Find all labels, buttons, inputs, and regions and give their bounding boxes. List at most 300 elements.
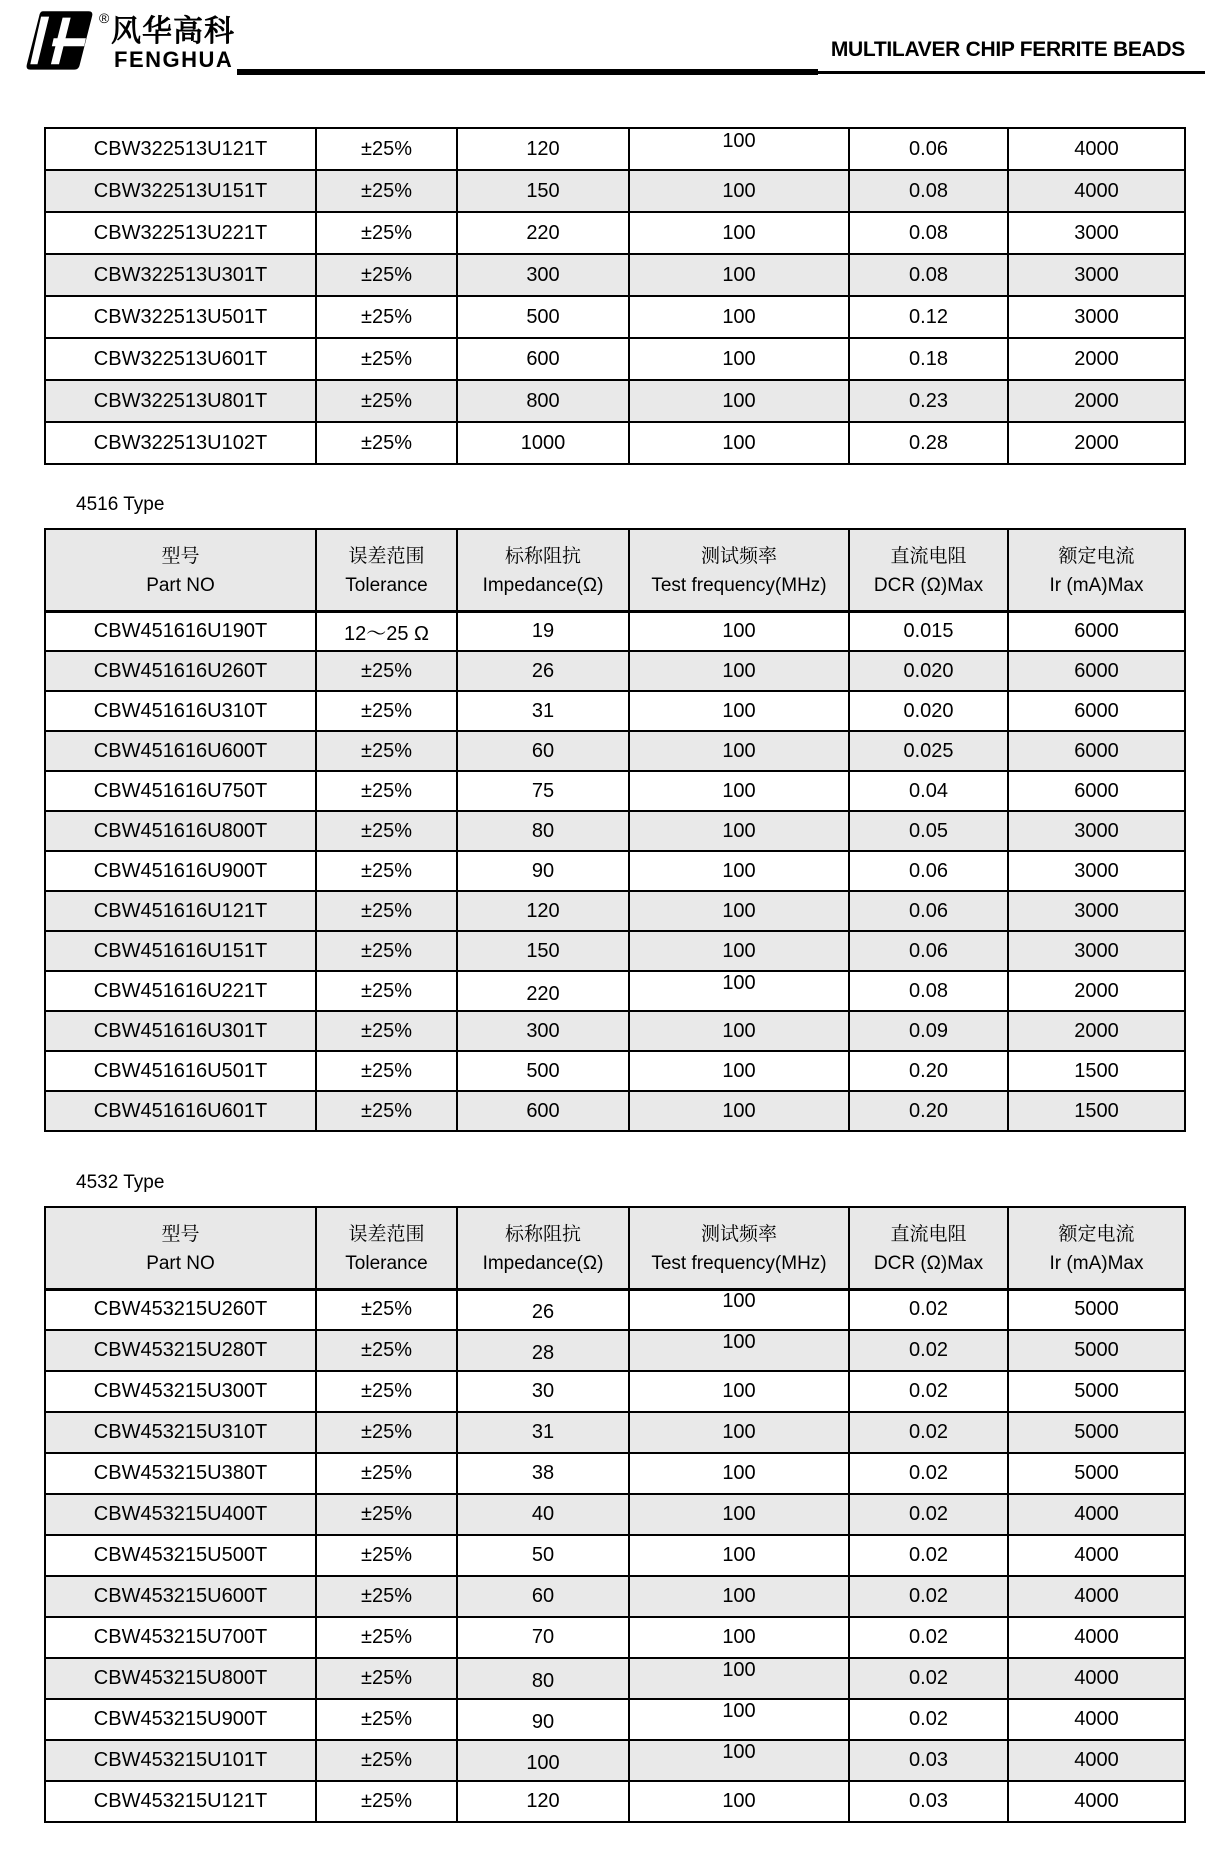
dcr-value: 0.03 bbox=[909, 1749, 948, 1771]
dcr-cell bbox=[849, 170, 1008, 212]
impedance-cell bbox=[457, 1576, 629, 1617]
test-frequency-value: 100 bbox=[722, 263, 756, 286]
rated-current-cell bbox=[1008, 891, 1185, 931]
rated-current-value: 3000 bbox=[1074, 221, 1119, 244]
table-row bbox=[45, 128, 1185, 170]
table-row bbox=[45, 1699, 1185, 1740]
dcr-cell bbox=[849, 931, 1008, 971]
impedance-cell bbox=[457, 1699, 629, 1740]
part-no-cell bbox=[45, 1658, 316, 1699]
impedance-cell bbox=[457, 891, 629, 931]
tolerance-cell bbox=[316, 1658, 457, 1699]
test-frequency-cell bbox=[629, 1699, 849, 1740]
rated-current-cell bbox=[1008, 1740, 1185, 1781]
test-frequency-cell bbox=[629, 971, 849, 1011]
column-header-en: Ir (mA)Max bbox=[1049, 1252, 1144, 1274]
rated-current-value: 3000 bbox=[1074, 939, 1119, 962]
part-no-cell bbox=[45, 651, 316, 691]
impedance-value: 30 bbox=[531, 1380, 555, 1402]
tolerance-value: ±25% bbox=[360, 1099, 412, 1122]
dcr-value: 0.06 bbox=[909, 899, 948, 922]
rated-current-value: 2000 bbox=[1074, 1019, 1119, 1042]
dcr-cell bbox=[849, 851, 1008, 891]
dcr-value: 0.06 bbox=[909, 939, 948, 962]
dcr-cell bbox=[849, 1576, 1008, 1617]
tolerance-cell bbox=[316, 422, 457, 464]
tolerance-cell bbox=[316, 212, 457, 254]
impedance-value: 120 bbox=[526, 137, 560, 160]
tolerance-cell bbox=[316, 338, 457, 380]
impedance-cell bbox=[457, 731, 629, 771]
part-no-cell bbox=[45, 254, 316, 296]
tolerance-cell bbox=[316, 1289, 457, 1330]
impedance-value: 120 bbox=[526, 899, 560, 922]
dcr-value: 0.02 bbox=[909, 1626, 948, 1648]
impedance-cell bbox=[457, 1781, 629, 1822]
part-no-cell bbox=[45, 891, 316, 931]
impedance-cell bbox=[457, 851, 629, 891]
impedance-value: 80 bbox=[531, 1670, 555, 1692]
tolerance-cell bbox=[316, 170, 457, 212]
impedance-value: 80 bbox=[531, 819, 555, 842]
impedance-cell bbox=[457, 1617, 629, 1658]
column-header-en: Tolerance bbox=[345, 1252, 428, 1274]
tolerance-value: ±25% bbox=[360, 347, 412, 370]
dcr-value: 0.06 bbox=[909, 859, 948, 882]
column-header-en: DCR (Ω)Max bbox=[873, 574, 984, 596]
column-header-cn: 直流电阻 bbox=[890, 1224, 967, 1245]
impedance-cell bbox=[457, 1330, 629, 1371]
impedance-value: 150 bbox=[526, 179, 560, 202]
table-row bbox=[45, 296, 1185, 338]
dcr-cell bbox=[849, 1617, 1008, 1658]
rated-current-cell bbox=[1008, 1371, 1185, 1412]
impedance-value: 28 bbox=[531, 1342, 555, 1364]
rated-current-cell bbox=[1008, 1576, 1185, 1617]
dcr-cell bbox=[849, 1289, 1008, 1330]
tolerance-value: ±25% bbox=[360, 659, 412, 682]
table-row bbox=[45, 651, 1185, 691]
part-no-value: CBW453215U121T bbox=[93, 1790, 268, 1812]
test-frequency-value: 100 bbox=[722, 1503, 756, 1525]
rated-current-cell bbox=[1008, 691, 1185, 731]
part-no-cell bbox=[45, 1494, 316, 1535]
rated-current-cell bbox=[1008, 1091, 1185, 1131]
dcr-cell bbox=[849, 771, 1008, 811]
test-frequency-cell bbox=[629, 1535, 849, 1576]
impedance-value: 60 bbox=[531, 1585, 555, 1607]
table-row bbox=[45, 422, 1185, 464]
test-frequency-cell bbox=[629, 1330, 849, 1371]
table-row bbox=[45, 1617, 1185, 1658]
test-frequency-cell bbox=[629, 811, 849, 851]
test-frequency-cell bbox=[629, 1576, 849, 1617]
dcr-cell bbox=[849, 1412, 1008, 1453]
test-frequency-value: 100 bbox=[722, 129, 756, 152]
test-frequency-cell bbox=[629, 1658, 849, 1699]
part-no-value: CBW453215U900T bbox=[93, 1708, 268, 1730]
table-row bbox=[45, 1740, 1185, 1781]
part-no-value: CBW451616U601T bbox=[93, 1099, 268, 1122]
table-row bbox=[45, 380, 1185, 422]
test-frequency-value: 100 bbox=[722, 1626, 756, 1648]
impedance-cell bbox=[457, 691, 629, 731]
dcr-cell bbox=[849, 128, 1008, 170]
tolerance-cell bbox=[316, 891, 457, 931]
column-header-cn: 误差范围 bbox=[348, 1224, 425, 1245]
part-no-value: CBW322513U801T bbox=[93, 389, 268, 412]
impedance-cell bbox=[457, 1051, 629, 1091]
type-label-4532: 4532 Type bbox=[76, 1172, 165, 1193]
rated-current-cell bbox=[1008, 971, 1185, 1011]
impedance-value: 120 bbox=[526, 1790, 560, 1812]
dcr-value: 0.02 bbox=[909, 1462, 948, 1484]
test-frequency-cell bbox=[629, 1740, 849, 1781]
part-no-value: CBW451616U151T bbox=[93, 939, 268, 962]
tolerance-value: ±25% bbox=[360, 1790, 412, 1812]
part-no-cell bbox=[45, 1699, 316, 1740]
tolerance-cell bbox=[316, 380, 457, 422]
dcr-cell bbox=[849, 380, 1008, 422]
tolerance-value: ±25% bbox=[360, 179, 412, 202]
dcr-cell bbox=[849, 891, 1008, 931]
tolerance-value: ±25% bbox=[360, 939, 412, 962]
part-no-cell bbox=[45, 811, 316, 851]
impedance-value: 31 bbox=[531, 1421, 555, 1443]
table-4516 bbox=[44, 528, 1186, 1132]
rated-current-cell bbox=[1008, 851, 1185, 891]
impedance-cell bbox=[457, 611, 629, 651]
tolerance-cell bbox=[316, 128, 457, 170]
logo-chinese-name: 风华高科 bbox=[111, 15, 235, 48]
rated-current-value: 2000 bbox=[1074, 347, 1119, 370]
tolerance-value: ±25% bbox=[360, 1708, 412, 1730]
impedance-value: 300 bbox=[526, 1019, 560, 1042]
table-row bbox=[45, 851, 1185, 891]
tolerance-value: ±25% bbox=[360, 739, 412, 762]
impedance-value: 220 bbox=[526, 221, 560, 244]
test-frequency-cell bbox=[629, 851, 849, 891]
test-frequency-value: 100 bbox=[722, 859, 756, 882]
part-no-value: CBW322513U301T bbox=[93, 263, 268, 286]
part-no-value: CBW451616U310T bbox=[93, 699, 268, 722]
tolerance-cell bbox=[316, 1699, 457, 1740]
part-no-value: CBW322513U221T bbox=[93, 221, 268, 244]
tolerance-value: ±25% bbox=[360, 1380, 412, 1402]
dcr-cell bbox=[849, 338, 1008, 380]
dcr-cell bbox=[849, 811, 1008, 851]
column-header-en: Ir (mA)Max bbox=[1049, 574, 1144, 596]
tolerance-cell bbox=[316, 1453, 457, 1494]
header-row bbox=[45, 1207, 1185, 1289]
column-header-cn: 误差范围 bbox=[348, 546, 425, 567]
part-no-cell bbox=[45, 1011, 316, 1051]
column-header-part-no bbox=[45, 529, 316, 611]
part-no-value: CBW453215U380T bbox=[93, 1462, 268, 1484]
test-frequency-value: 100 bbox=[722, 699, 756, 722]
rated-current-cell bbox=[1008, 811, 1185, 851]
tolerance-cell bbox=[316, 1051, 457, 1091]
part-no-cell bbox=[45, 771, 316, 811]
rated-current-cell bbox=[1008, 380, 1185, 422]
tolerance-cell bbox=[316, 1740, 457, 1781]
test-frequency-cell bbox=[629, 212, 849, 254]
rated-current-cell bbox=[1008, 1330, 1185, 1371]
table-row bbox=[45, 338, 1185, 380]
tolerance-value: ±25% bbox=[360, 779, 412, 802]
part-no-value: CBW451616U190T bbox=[93, 619, 268, 642]
impedance-value: 60 bbox=[531, 739, 555, 762]
registered-trademark-icon: ® bbox=[99, 10, 110, 26]
dcr-cell bbox=[849, 651, 1008, 691]
impedance-value: 50 bbox=[531, 1544, 555, 1566]
test-frequency-value: 100 bbox=[722, 899, 756, 922]
column-header-cn: 型号 bbox=[161, 1224, 200, 1245]
part-no-cell bbox=[45, 170, 316, 212]
table-row bbox=[45, 212, 1185, 254]
rated-current-value: 3000 bbox=[1074, 819, 1119, 842]
part-no-value: CBW453215U500T bbox=[93, 1544, 268, 1566]
impedance-cell bbox=[457, 380, 629, 422]
test-frequency-value: 100 bbox=[722, 1421, 756, 1443]
tolerance-value: ±25% bbox=[360, 305, 412, 328]
column-header-rated-current bbox=[1008, 529, 1185, 611]
column-header-en: Tolerance bbox=[345, 574, 428, 596]
tolerance-value: ±25% bbox=[360, 1019, 412, 1042]
test-frequency-cell bbox=[629, 1289, 849, 1330]
test-frequency-cell bbox=[629, 771, 849, 811]
part-no-cell bbox=[45, 1781, 316, 1822]
impedance-value: 40 bbox=[531, 1503, 555, 1525]
part-no-value: CBW453215U300T bbox=[93, 1380, 268, 1402]
table-row bbox=[45, 1658, 1185, 1699]
rated-current-value: 4000 bbox=[1074, 1503, 1119, 1525]
dcr-value: 0.04 bbox=[909, 779, 948, 802]
dcr-cell bbox=[849, 296, 1008, 338]
column-header-en: Test frequency(MHz) bbox=[651, 1252, 827, 1274]
rated-current-cell bbox=[1008, 1051, 1185, 1091]
impedance-value: 70 bbox=[531, 1626, 555, 1648]
part-no-value: CBW451616U221T bbox=[93, 979, 268, 1002]
column-header-impedance bbox=[457, 529, 629, 611]
impedance-cell bbox=[457, 971, 629, 1011]
rated-current-value: 2000 bbox=[1074, 431, 1119, 454]
test-frequency-value: 100 bbox=[722, 659, 756, 682]
rated-current-cell bbox=[1008, 611, 1185, 651]
type-label-4516: 4516 Type bbox=[76, 494, 165, 515]
column-header-impedance bbox=[457, 1207, 629, 1289]
part-no-value: CBW453215U800T bbox=[93, 1667, 268, 1689]
tolerance-cell bbox=[316, 611, 457, 651]
impedance-cell bbox=[457, 1453, 629, 1494]
dcr-cell bbox=[849, 1535, 1008, 1576]
table-row bbox=[45, 1535, 1185, 1576]
column-header-cn: 额定电流 bbox=[1058, 546, 1135, 567]
tolerance-cell bbox=[316, 1011, 457, 1051]
impedance-value: 75 bbox=[531, 779, 555, 802]
impedance-cell bbox=[457, 771, 629, 811]
rated-current-cell bbox=[1008, 170, 1185, 212]
dcr-value: 0.20 bbox=[909, 1059, 948, 1082]
table-row bbox=[45, 170, 1185, 212]
impedance-value: 26 bbox=[531, 1301, 555, 1324]
part-no-cell bbox=[45, 128, 316, 170]
part-no-value: CBW322513U102T bbox=[93, 431, 268, 454]
rated-current-cell bbox=[1008, 1453, 1185, 1494]
tolerance-cell bbox=[316, 254, 457, 296]
test-frequency-value: 100 bbox=[722, 779, 756, 802]
dcr-value: 0.12 bbox=[909, 305, 948, 328]
impedance-value: 150 bbox=[526, 939, 560, 962]
dcr-value: 0.025 bbox=[903, 739, 954, 762]
test-frequency-value: 100 bbox=[722, 1099, 756, 1122]
dcr-value: 0.03 bbox=[909, 1790, 948, 1812]
tolerance-cell bbox=[316, 691, 457, 731]
column-header-en: Impedance(Ω) bbox=[482, 574, 604, 596]
tolerance-value: 12～25 Ω bbox=[344, 622, 429, 645]
tolerance-cell bbox=[316, 1091, 457, 1131]
impedance-cell bbox=[457, 1535, 629, 1576]
tolerance-cell bbox=[316, 1576, 457, 1617]
table-row bbox=[45, 931, 1185, 971]
rated-current-value: 4000 bbox=[1074, 1585, 1119, 1607]
part-no-value: CBW453215U310T bbox=[93, 1421, 268, 1443]
dcr-cell bbox=[849, 1453, 1008, 1494]
rated-current-cell bbox=[1008, 338, 1185, 380]
dcr-value: 0.08 bbox=[909, 979, 948, 1002]
tolerance-cell bbox=[316, 731, 457, 771]
rated-current-cell bbox=[1008, 296, 1185, 338]
test-frequency-value: 100 bbox=[722, 1659, 756, 1681]
tolerance-value: ±25% bbox=[360, 1059, 412, 1082]
dcr-cell bbox=[849, 1371, 1008, 1412]
rated-current-cell bbox=[1008, 254, 1185, 296]
dcr-cell bbox=[849, 1051, 1008, 1091]
dcr-value: 0.02 bbox=[909, 1339, 948, 1361]
impedance-cell bbox=[457, 170, 629, 212]
rated-current-value: 6000 bbox=[1074, 619, 1119, 642]
column-header-cn: 测试频率 bbox=[700, 546, 777, 567]
table-row bbox=[45, 1011, 1185, 1051]
dcr-value: 0.06 bbox=[909, 137, 948, 160]
test-frequency-cell bbox=[629, 1011, 849, 1051]
tolerance-value: ±25% bbox=[360, 699, 412, 722]
impedance-cell bbox=[457, 212, 629, 254]
test-frequency-cell bbox=[629, 1051, 849, 1091]
part-no-cell bbox=[45, 296, 316, 338]
test-frequency-value: 100 bbox=[722, 431, 756, 454]
part-no-cell bbox=[45, 1051, 316, 1091]
impedance-cell bbox=[457, 1494, 629, 1535]
tolerance-cell bbox=[316, 1371, 457, 1412]
part-no-value: CBW451616U600T bbox=[93, 739, 268, 762]
rated-current-value: 5000 bbox=[1074, 1298, 1119, 1321]
impedance-cell bbox=[457, 1091, 629, 1131]
test-frequency-cell bbox=[629, 931, 849, 971]
test-frequency-cell bbox=[629, 1617, 849, 1658]
part-no-cell bbox=[45, 212, 316, 254]
tolerance-cell bbox=[316, 651, 457, 691]
rated-current-cell bbox=[1008, 422, 1185, 464]
column-header-en: Impedance(Ω) bbox=[482, 1252, 604, 1274]
test-frequency-cell bbox=[629, 731, 849, 771]
test-frequency-value: 100 bbox=[722, 1741, 756, 1763]
test-frequency-value: 100 bbox=[722, 971, 756, 994]
dcr-value: 0.20 bbox=[909, 1099, 948, 1122]
column-header-en: Part NO bbox=[146, 574, 215, 596]
part-no-value: CBW322513U601T bbox=[93, 347, 268, 370]
test-frequency-value: 100 bbox=[722, 389, 756, 412]
column-header-cn: 直流电阻 bbox=[890, 546, 967, 567]
column-header-en: Part NO bbox=[146, 1252, 215, 1274]
part-no-cell bbox=[45, 731, 316, 771]
column-header-dcr bbox=[849, 529, 1008, 611]
part-no-cell bbox=[45, 1535, 316, 1576]
part-no-cell bbox=[45, 380, 316, 422]
table-row bbox=[45, 891, 1185, 931]
part-no-value: CBW453215U101T bbox=[93, 1749, 268, 1771]
column-header-cn: 型号 bbox=[161, 546, 200, 567]
rated-current-cell bbox=[1008, 1494, 1185, 1535]
test-frequency-value: 100 bbox=[722, 1331, 756, 1353]
table-row bbox=[45, 1330, 1185, 1371]
tolerance-value: ±25% bbox=[360, 221, 412, 244]
test-frequency-cell bbox=[629, 338, 849, 380]
dcr-cell bbox=[849, 611, 1008, 651]
fenghua-logo-mark bbox=[24, 7, 94, 73]
impedance-cell bbox=[457, 1371, 629, 1412]
part-no-value: CBW453215U700T bbox=[93, 1626, 268, 1648]
dcr-value: 0.09 bbox=[909, 1019, 948, 1042]
dcr-value: 0.18 bbox=[909, 347, 948, 370]
column-header-tolerance bbox=[316, 1207, 457, 1289]
impedance-cell bbox=[457, 1658, 629, 1699]
test-frequency-value: 100 bbox=[722, 739, 756, 762]
part-no-cell bbox=[45, 1371, 316, 1412]
rated-current-cell bbox=[1008, 651, 1185, 691]
tolerance-cell bbox=[316, 1617, 457, 1658]
part-no-value: CBW453215U260T bbox=[93, 1298, 268, 1321]
tolerance-cell bbox=[316, 931, 457, 971]
test-frequency-value: 100 bbox=[722, 819, 756, 842]
rated-current-cell bbox=[1008, 771, 1185, 811]
tolerance-value: ±25% bbox=[360, 1667, 412, 1689]
test-frequency-cell bbox=[629, 1453, 849, 1494]
table-row bbox=[45, 1289, 1185, 1330]
column-header-en: Test frequency(MHz) bbox=[651, 574, 827, 596]
rated-current-value: 1500 bbox=[1074, 1059, 1119, 1082]
tolerance-value: ±25% bbox=[360, 1462, 412, 1484]
part-no-cell bbox=[45, 1617, 316, 1658]
impedance-value: 600 bbox=[526, 1099, 560, 1122]
dcr-cell bbox=[849, 1330, 1008, 1371]
part-no-value: CBW451616U800T bbox=[93, 819, 268, 842]
tolerance-value: ±25% bbox=[360, 1339, 412, 1361]
rated-current-cell bbox=[1008, 1412, 1185, 1453]
impedance-cell bbox=[457, 128, 629, 170]
test-frequency-value: 100 bbox=[722, 1700, 756, 1722]
table-row bbox=[45, 1494, 1185, 1535]
test-frequency-value: 100 bbox=[722, 1585, 756, 1607]
column-header-test-frequency bbox=[629, 529, 849, 611]
dcr-value: 0.23 bbox=[909, 389, 948, 412]
rated-current-cell bbox=[1008, 128, 1185, 170]
tolerance-value: ±25% bbox=[360, 389, 412, 412]
part-no-value: CBW453215U400T bbox=[93, 1503, 268, 1525]
impedance-value: 800 bbox=[526, 389, 560, 412]
part-no-cell bbox=[45, 1289, 316, 1330]
column-header-en: DCR (Ω)Max bbox=[873, 1252, 984, 1274]
